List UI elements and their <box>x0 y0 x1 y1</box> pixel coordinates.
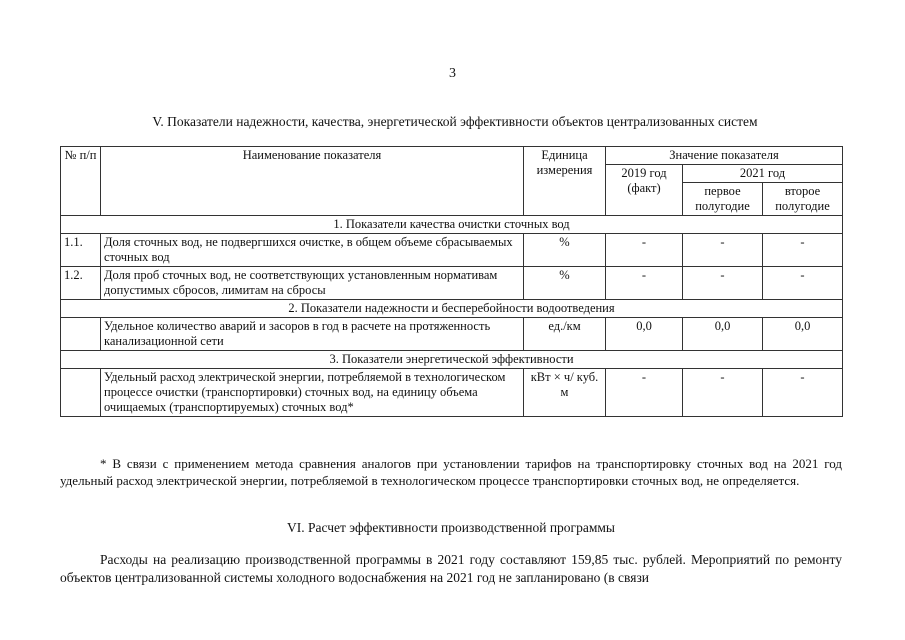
row-unit: ед./км <box>524 318 606 351</box>
header-row <box>61 147 843 165</box>
indicators-table <box>60 146 843 417</box>
section-title: 3. Показатели энергетической эффективности <box>61 351 843 369</box>
row-num: 1.1. <box>61 234 101 267</box>
section-5-title: V. Показатели надежности, качества, энергетической эффективности объектов централизованных систем <box>152 114 758 129</box>
row-half1: - <box>683 369 763 417</box>
row-2019: - <box>606 369 683 417</box>
row-unit: % <box>524 267 606 300</box>
row-half1: - <box>683 234 763 267</box>
header-unit: Единица измерения <box>524 147 606 216</box>
row-num <box>61 318 101 351</box>
row-half2: - <box>763 234 843 267</box>
page-number: 3 <box>449 66 456 81</box>
footnote: * В связи с применением метода сравнения аналогов при установлении тарифов на транспортировку сточных вод на 2021 год удельный расход электрической энергии, потребляемой в технологическом процессе транспортировки сточных вод, не определяется. <box>60 456 842 488</box>
header-2021: 2021 год <box>683 165 843 183</box>
header-value: Значение показателя <box>606 147 843 165</box>
row-num <box>61 369 101 417</box>
section-row <box>61 216 843 234</box>
section-row <box>61 351 843 369</box>
row-2019: - <box>606 267 683 300</box>
header-half1: первое полугодие <box>683 183 763 216</box>
row-unit: % <box>524 234 606 267</box>
section-title: 1. Показатели качества очистки сточных вод <box>61 216 843 234</box>
row-num: 1.2. <box>61 267 101 300</box>
row-half2: 0,0 <box>763 318 843 351</box>
row-name: Доля проб сточных вод, не соответствующих установленным нормативам допустимых сбросов, лимитам на сбросы <box>101 267 524 300</box>
row-name: Доля сточных вод, не подвергшихся очистке, в общем объеме сбрасываемых сточных вод <box>101 234 524 267</box>
row-half1: - <box>683 267 763 300</box>
row-half2: - <box>763 369 843 417</box>
row-2019: 0,0 <box>606 318 683 351</box>
header-2019: 2019 год (факт) <box>606 165 683 216</box>
header-num: № п/п <box>61 147 101 216</box>
row-half2: - <box>763 267 843 300</box>
table-row <box>61 267 843 300</box>
section-row <box>61 300 843 318</box>
header-half2: второе полугодие <box>763 183 843 216</box>
table-row <box>61 318 843 351</box>
body-paragraph: Расходы на реализацию производственной программы в 2021 году составляют 159,85 тыс. рублей. Мероприятий по ремонту объектов централизованной системы холодного водоснабжения на 2021 год не запланировано (в связи <box>60 552 842 585</box>
row-2019: - <box>606 234 683 267</box>
row-name: Удельный расход электрической энергии, потребляемой в технологическом процессе очистки (транспортировки) сточных вод, на единицу объема очищаемых (транспортируемых) сточных вод* <box>101 369 524 417</box>
row-half1: 0,0 <box>683 318 763 351</box>
table-row <box>61 234 843 267</box>
section-title: 2. Показатели надежности и бесперебойности водоотведения <box>61 300 843 318</box>
header-name: Наименование показателя <box>101 147 524 216</box>
table-row <box>61 369 843 417</box>
row-name: Удельное количество аварий и засоров в год в расчете на протяженность канализационной сети <box>101 318 524 351</box>
row-unit: кВт × ч/ куб. м <box>524 369 606 417</box>
section-6-title: VI. Расчет эффективности производственной программы <box>286 520 615 535</box>
